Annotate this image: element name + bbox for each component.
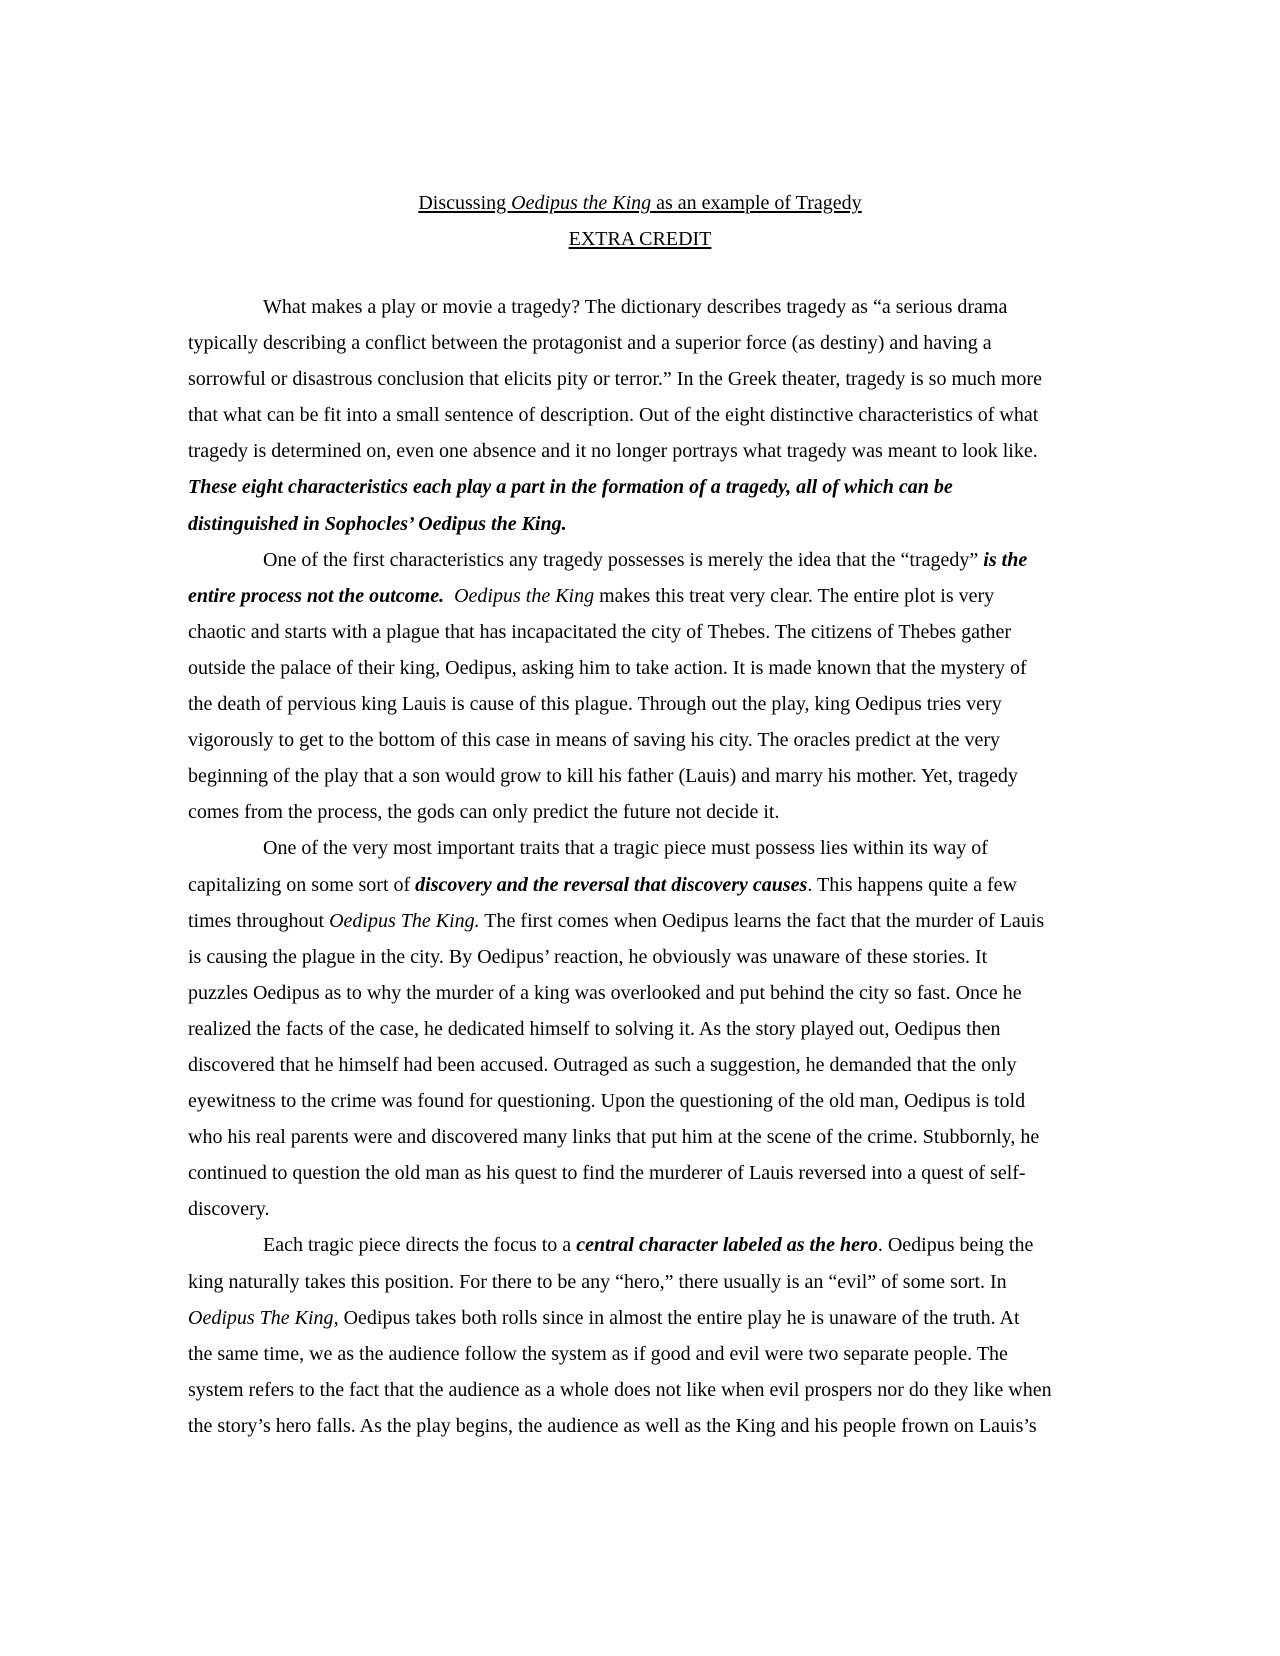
work-title-run: Oedipus the King xyxy=(454,584,595,607)
text-run: Each tragic piece directs the focus to a xyxy=(263,1234,577,1257)
text-line: the same time, we as the audience follow the system as if good and evil were two separate people. The xyxy=(188,1342,1008,1365)
text-line xyxy=(188,1300,1088,1336)
text-line: the story’s hero falls. As the play begins, the audience as well as the King and his people frown on Lauis’s xyxy=(188,1414,1037,1437)
title-prefix: Discussing xyxy=(418,192,512,214)
text-run: times throughout xyxy=(188,909,330,932)
work-title-run: Oedipus The King xyxy=(188,1306,334,1329)
text-line: discovered that he himself had been accused. Outraged as such a suggestion, he demanded that the only xyxy=(188,1053,1017,1076)
paragraph-1 xyxy=(188,289,1088,542)
text-line: sorrowful or disastrous conclusion that elicits pity or terror.” In the Greek theater, tragedy is so much more xyxy=(188,368,1042,391)
text-line xyxy=(188,867,1088,903)
paragraph-2 xyxy=(188,542,1088,831)
essay-body xyxy=(188,289,1088,1444)
text-run xyxy=(444,585,454,607)
text-line: typically describing a conflict between the protagonist and a superior force (as destiny) and having a xyxy=(188,332,992,355)
text-line xyxy=(188,903,1088,939)
paragraph-3 xyxy=(188,830,1088,1227)
text-line: tragedy is determined on, even one absence and it no longer portrays what tragedy was meant to look like. xyxy=(188,440,1038,463)
title-italic-work: Oedipus the King xyxy=(511,192,652,214)
text-line: puzzles Oedipus as to why the murder of a king was overlooked and put behind the city so fast. Once he xyxy=(188,981,1022,1004)
text-line: What makes a play or movie a tragedy? The dictionary describes tragedy as “a serious drama xyxy=(263,296,1008,318)
text-run: . This happens quite a few xyxy=(807,873,1017,896)
text-line: discovery. xyxy=(188,1198,270,1221)
text-line: chaotic and starts with a plague that has incapacitated the city of Thebes. The citizens of Thebes gather xyxy=(188,620,1012,643)
text-line xyxy=(188,542,1088,578)
text-run: , Oedipus takes both rolls since in almost the entire play he is unaware of the truth. At xyxy=(333,1306,1020,1329)
text-line: One of the very most important traits that a tragic piece must possess lies within its way of xyxy=(263,837,988,860)
text-line: outside the palace of their king, Oedipus, asking him to take action. It is made known that the mystery of xyxy=(188,656,1027,679)
text-line: beginning of the play that a son would grow to kill his father (Lauis) and marry his mother. Yet, tragedy xyxy=(188,765,1018,788)
text-line: is causing the plague in the city. By Oedipus’ reaction, he obviously was unaware of these stories. It xyxy=(188,945,988,968)
text-line xyxy=(188,578,1088,614)
text-line: that what can be fit into a small sentence of description. Out of the eight distinctive characteristics of what xyxy=(188,404,1039,427)
thesis-line: distinguished in Sophocles’ Oedipus the King. xyxy=(188,512,567,535)
emphasis-run: discovery and the reversal that discovery causes xyxy=(415,873,808,896)
text-run: . Oedipus being the xyxy=(877,1234,1034,1257)
paragraph-4 xyxy=(188,1227,1088,1444)
text-run: capitalizing on some sort of xyxy=(188,873,416,896)
work-title-run: Oedipus The King. xyxy=(329,909,480,932)
text-line: vigorously to get to the bottom of this case in means of saving his city. The oracles predict at the very xyxy=(188,729,1001,752)
emphasis-run: entire process not the outcome. xyxy=(188,584,445,607)
text-run: makes this treat very clear. The entire plot is very xyxy=(594,584,995,607)
emphasis-run: is the xyxy=(983,548,1028,571)
text-line: the death of pervious king Lauis is cause of this plague. Through out the play, king Oedipus tries very xyxy=(188,693,1002,716)
text-line: continued to question the old man as his quest to find the murderer of Lauis reversed into a quest of self- xyxy=(188,1162,1026,1185)
title-line-2: EXTRA CREDIT xyxy=(568,227,712,250)
text-run: One of the first characteristics any tragedy possesses is merely the idea that the “tragedy” xyxy=(263,548,984,571)
title-line-1 xyxy=(0,186,1280,222)
text-line: who his real parents were and discovered many links that put him at the scene of the crime. Stubbornly, he xyxy=(188,1126,1040,1149)
text-line: realized the facts of the case, he dedicated himself to solving it. As the story played out, Oedipus then xyxy=(188,1017,1001,1040)
title-suffix: as an example of Tragedy xyxy=(651,192,862,214)
text-line: system refers to the fact that the audience as a whole does not like when evil prospers nor do they like when xyxy=(188,1378,1052,1401)
text-line xyxy=(188,1227,1088,1263)
text-run: The first comes when Oedipus learns the fact that the murder of Lauis xyxy=(479,909,1045,932)
thesis-line: These eight characteristics each play a part in the formation of a tragedy, all of which can be xyxy=(188,476,953,499)
text-line: king naturally takes this position. For there to be any “hero,” there usually is an “evil” of some sort. In xyxy=(188,1270,1007,1293)
emphasis-run: central character labeled as the hero xyxy=(576,1234,878,1257)
document-title xyxy=(0,186,1280,257)
text-line: eyewitness to the crime was found for questioning. Upon the questioning of the old man, Oedipus is told xyxy=(188,1090,1026,1113)
text-line: comes from the process, the gods can only predict the future not decide it. xyxy=(188,801,780,824)
